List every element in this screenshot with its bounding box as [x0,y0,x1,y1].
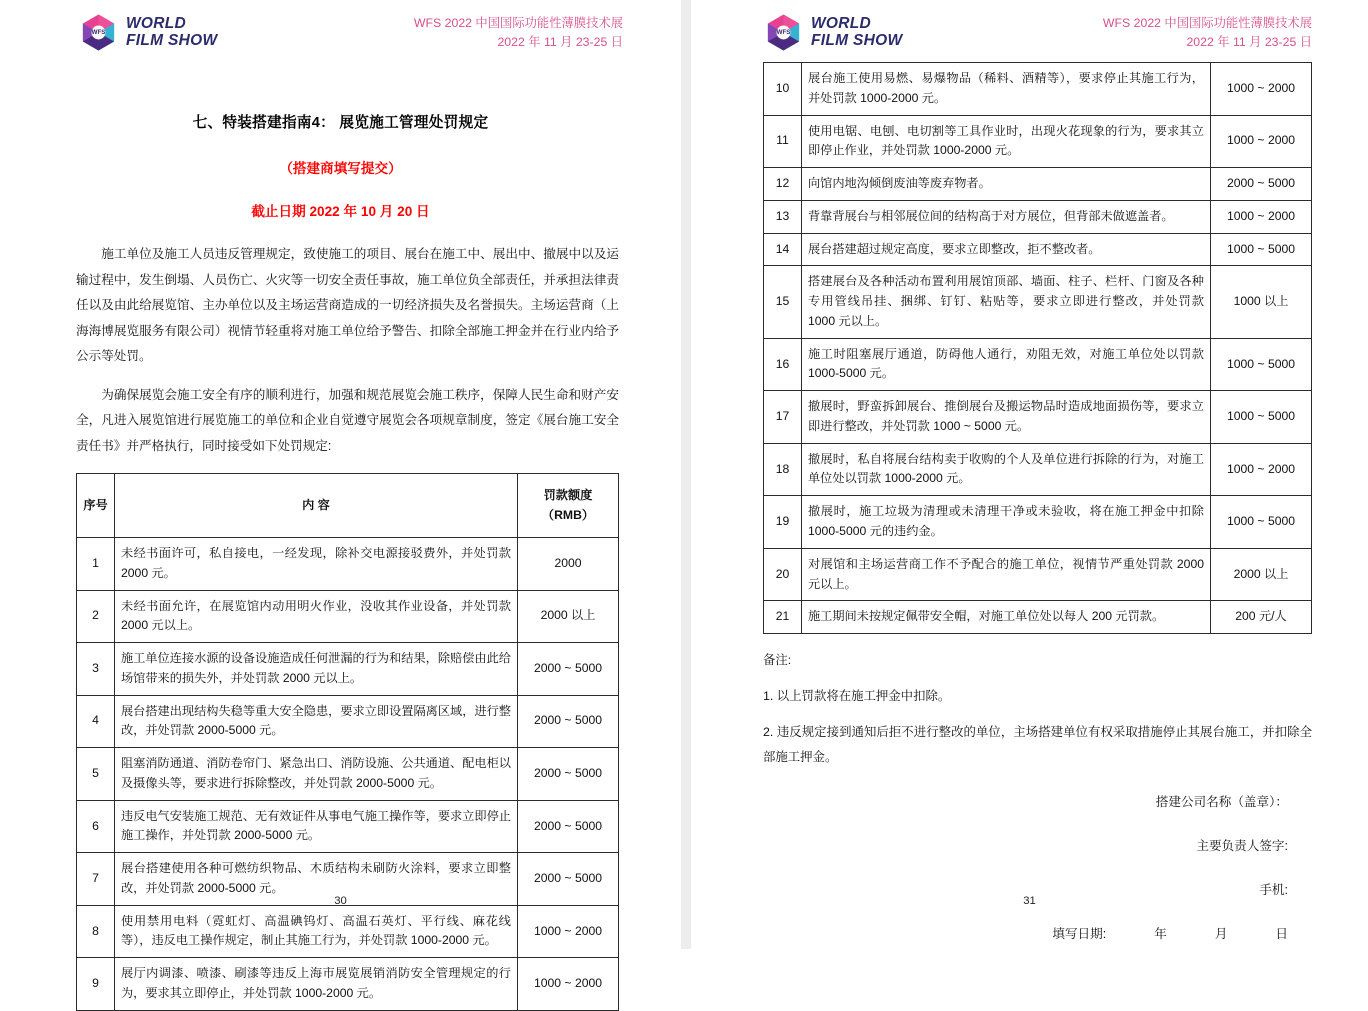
table-row [77,800,619,853]
table-row [77,958,619,1011]
page-header-right [691,0,1368,62]
cell-amount: 2000 ~ 5000 [518,695,619,748]
table-row [764,266,1312,338]
table-row [77,905,619,958]
note-item-2: 2. 违反规定接到通知后拒不进行整改的单位，主场搭建单位有权采取措施停止其展台施工，并扣除全部施工押金。 [763,725,1312,764]
cell-amount: 2000 以上 [1211,548,1312,601]
cell-content: 违反电气安装施工规范、无有效证件从事电气施工操作等，要求立即停止施工操作，并处罚款 2000-5000 元。 [115,800,518,853]
cell-content: 撤展时，私自将展台结构卖于收购的个人及单位进行拆除的行为，对施工单位处以罚款 1000-2000 元。 [802,443,1211,496]
table-row [764,233,1312,266]
cell-content: 阻塞消防通道、消防卷帘门、紧急出口、消防设施、公共通道、配电柜以及摄像头等，要求进行拆除整改，并处罚款 2000-5000 元。 [115,748,518,801]
signature-mobile: 手机: [1259,882,1288,897]
header-event-dates: 2022 年 11 月 23-25 日 [1186,35,1312,50]
cell-amount: 1000 ~ 2000 [1211,115,1312,168]
cell-amount: 1000 ~ 2000 [518,958,619,1011]
table-row [764,115,1312,168]
cell-amount: 1000 ~ 2000 [1211,200,1312,233]
cell-content: 背靠背展台与相邻展位间的结构高于对方展位，但背部未做遮盖者。 [802,200,1211,233]
table-body-left [77,537,619,1010]
table-row [764,168,1312,201]
table-row [764,338,1312,391]
paragraph-liability: 施工单位及施工人员违反管理规定，致使施工的项目、展台在施工中、展出中、撤展中以及运输过程中，发生倒塌、人员伤亡、火灾等一切安全责任事故，施工单位负全部责任，并承担法律责任以及由此给展览馆、主办单位以及主场运营商造成的一切经济损失及名誉损失。主场运营商（上海海博展览服务有限公司）视情节轻重将对施工单位给予警告、扣除全部施工押金并在行业内给予公示等处罚。 [76,247,619,364]
brand-logo-wordmark [126,16,217,48]
cell-no: 1 [77,537,115,590]
cell-no: 20 [764,548,802,601]
page-header-left [0,0,681,62]
cell-amount: 1000 以上 [1211,266,1312,338]
penalty-table-left-wrap [0,473,681,1011]
header-event-title: WFS 2022 中国国际功能性薄膜技术展 [1102,16,1312,30]
logo-badge-text: WFS [776,29,791,37]
table-row [764,63,1312,116]
cell-content: 施工时阻塞展厅通道，防碍他人通行，劝阻无效，对施工单位处以罚款 1000-5000 元。 [802,338,1211,391]
table-row [77,748,619,801]
penalty-table-right [763,62,1312,634]
table-row [764,496,1312,549]
cell-no: 18 [764,443,802,496]
page-subtitle-submitter: （搭建商填写提交） [279,161,402,176]
cell-amount: 2000 以上 [518,590,619,643]
brand-logo-right [763,12,902,53]
cell-content: 未经书面许可，私自接电，一经发现，除补交电源接驳费外，并处罚款 2000 元。 [115,537,518,590]
signature-date-row [763,923,1312,942]
signature-block [691,791,1368,942]
page-title: 七、特装搭建指南4： 展览施工管理处罚规定 [192,115,489,131]
cell-amount: 1000 ~ 5000 [1211,496,1312,549]
brand-logo [78,12,217,53]
cell-no: 21 [764,601,802,634]
table-row [764,443,1312,496]
cell-content: 撤展时，野蛮拆卸展台、推倒展台及搬运物品时造成地面损伤等，要求立即进行整改，并处罚款 1000 ~ 5000 元。 [802,391,1211,444]
cell-amount: 1000 ~ 2000 [518,905,619,958]
cell-content: 展台搭建超过规定高度，要求立即整改，拒不整改者。 [802,233,1211,266]
notes-label: 备注: [763,653,792,668]
page-number-left: 30 [334,895,347,907]
logo-badge-text: WFS [91,29,106,37]
table-row [77,537,619,590]
page-left [0,0,681,1000]
cell-no: 6 [77,800,115,853]
cell-amount: 1000 ~ 5000 [1211,338,1312,391]
table-row [764,200,1312,233]
cell-no: 15 [764,266,802,338]
col-header-amount [518,473,619,537]
cell-amount: 1000 ~ 5000 [1211,233,1312,266]
col-header-amount-line2: （RMB） [541,508,595,523]
cell-no: 19 [764,496,802,549]
cell-amount: 2000 [518,537,619,590]
page-subtitle-deadline: 截止日期 2022 年 10 月 20 日 [251,204,430,219]
cell-no: 10 [764,63,802,116]
cell-no: 7 [77,853,115,906]
cell-content: 对展馆和主场运营商工作不予配合的施工单位，视情节严重处罚款 2000 元以上。 [802,548,1211,601]
header-event-title: WFS 2022 中国国际功能性薄膜技术展 [413,16,623,30]
penalty-table-right-wrap [691,62,1368,634]
col-header-no: 序号 [77,473,115,537]
cell-amount: 1000 ~ 2000 [1211,443,1312,496]
note-item-1: 1. 以上罚款将在施工押金中扣除。 [763,689,951,704]
cell-content: 展厅内调漆、喷漆、刷漆等违反上海市展览展销消防安全管理规定的行为，要求其立即停止，并处罚款 1000-2000 元。 [115,958,518,1011]
table-row [764,601,1312,634]
cell-amount: 1000 ~ 2000 [1211,63,1312,116]
cell-content: 搭建展台及各种活动布置利用展馆顶部、墙面、柱子、栏杆、门窗及各种专用管线吊挂、捆绑、钉钉、粘贴等，要求立即进行整改，并处罚款 1000 元以上。 [802,266,1211,338]
cell-no: 17 [764,391,802,444]
col-header-amount-line1: 罚款额度 [543,487,593,502]
cell-content: 展台施工使用易燃、易爆物品（稀料、酒精等），要求停止其施工行为，并处罚款 1000-2000 元。 [802,63,1211,116]
table-body-right [764,63,1312,634]
cell-no: 5 [77,748,115,801]
cell-no: 12 [764,168,802,201]
brand-logo-wordmark-right [811,16,902,48]
table-row [764,391,1312,444]
signature-date-label: 填写日期: [1052,926,1107,941]
cell-amount: 1000 ~ 5000 [1211,391,1312,444]
header-event-info-right [1103,12,1312,52]
cell-no: 2 [77,590,115,643]
table-row [77,643,619,696]
cell-amount: 2000 ~ 5000 [518,643,619,696]
notes-section [691,648,1368,769]
paragraph-purpose: 为确保展览会施工安全有序的顺利进行，加强和规范展览会施工秩序，保障人民生命和财产安全，凡进入展览馆进行展览施工的单位和企业自觉遵守展览会各项规章制度，签定《展台施工安全责任书》并严格执行，同时接受如下处罚规定: [76,387,619,453]
table-row [77,695,619,748]
logo-line2: FILM SHOW [126,31,218,49]
page-gutter-divider [681,0,691,949]
col-header-content: 内 容 [115,473,518,537]
cell-content: 使用电锯、电刨、电切割等工具作业时，出现火花现象的行为，要求其立即停止作业，并处罚款 1000-2000 元。 [802,115,1211,168]
page-right [691,0,1368,949]
cell-content: 展台搭建使用各种可燃纺织物品、木质结构未刷防火涂料，要求立即整改，并处罚款 2000-5000 元。 [115,853,518,906]
cell-no: 3 [77,643,115,696]
signature-responsible-person: 主要负责人签字: [1196,838,1288,853]
cell-no: 13 [764,200,802,233]
cell-amount: 2000 ~ 5000 [518,748,619,801]
logo-line1: WORLD [811,15,872,33]
cell-content: 使用禁用电料（霓虹灯、高温碘钨灯、高温石英灯、平行线、麻花线等），违反电工操作规定，制止其施工行为，并处罚款 1000-2000 元。 [115,905,518,958]
cell-no: 11 [764,115,802,168]
signature-date-day: 日 [1275,926,1288,941]
cell-no: 4 [77,695,115,748]
cell-content: 未经书面允许，在展览馆内动用明火作业，没收其作业设备，并处罚款 2000 元以上。 [115,590,518,643]
table-row [77,590,619,643]
cell-no: 16 [764,338,802,391]
cell-amount: 2000 ~ 5000 [1211,168,1312,201]
cell-amount: 2000 ~ 5000 [518,800,619,853]
cell-amount: 2000 ~ 5000 [518,853,619,906]
cell-content: 展台搭建出现结构失稳等重大安全隐患，要求立即设置隔离区域，进行整改，并处罚款 2000-5000 元。 [115,695,518,748]
header-event-info [414,12,623,52]
cell-content: 施工期间未按规定佩带安全帽，对施工单位处以每人 200 元罚款。 [802,601,1211,634]
signature-company-name: 搭建公司名称（盖章）： [1155,794,1288,809]
penalty-table-left [76,473,619,1011]
world-film-show-hexagon-icon [78,12,119,53]
cell-amount: 200 元/人 [1211,601,1312,634]
cell-no: 9 [77,958,115,1011]
intro-paragraphs [0,242,681,460]
logo-line1: WORLD [126,15,187,33]
cell-no: 8 [77,905,115,958]
header-event-dates: 2022 年 11 月 23-25 日 [497,35,623,50]
page-number-right: 31 [1023,895,1036,907]
cell-content: 撤展时，施工垃圾为清理或未清理干净或未验收，将在施工押金中扣除 1000-5000 元的违约金。 [802,496,1211,549]
table-header-row [77,473,619,537]
signature-date-year: 年 [1154,926,1167,941]
signature-date-month: 月 [1214,926,1228,941]
world-film-show-hexagon-icon [763,12,804,53]
logo-line2: FILM SHOW [811,31,903,49]
table-row [764,548,1312,601]
cell-content: 施工单位连接水源的设备设施造成任何泄漏的行为和结果，除赔偿由此给场馆带来的损失外，并处罚款 2000 元以上。 [115,643,518,696]
cell-no: 14 [764,233,802,266]
cell-content: 向馆内地沟倾倒废油等废弃物者。 [802,168,1211,201]
